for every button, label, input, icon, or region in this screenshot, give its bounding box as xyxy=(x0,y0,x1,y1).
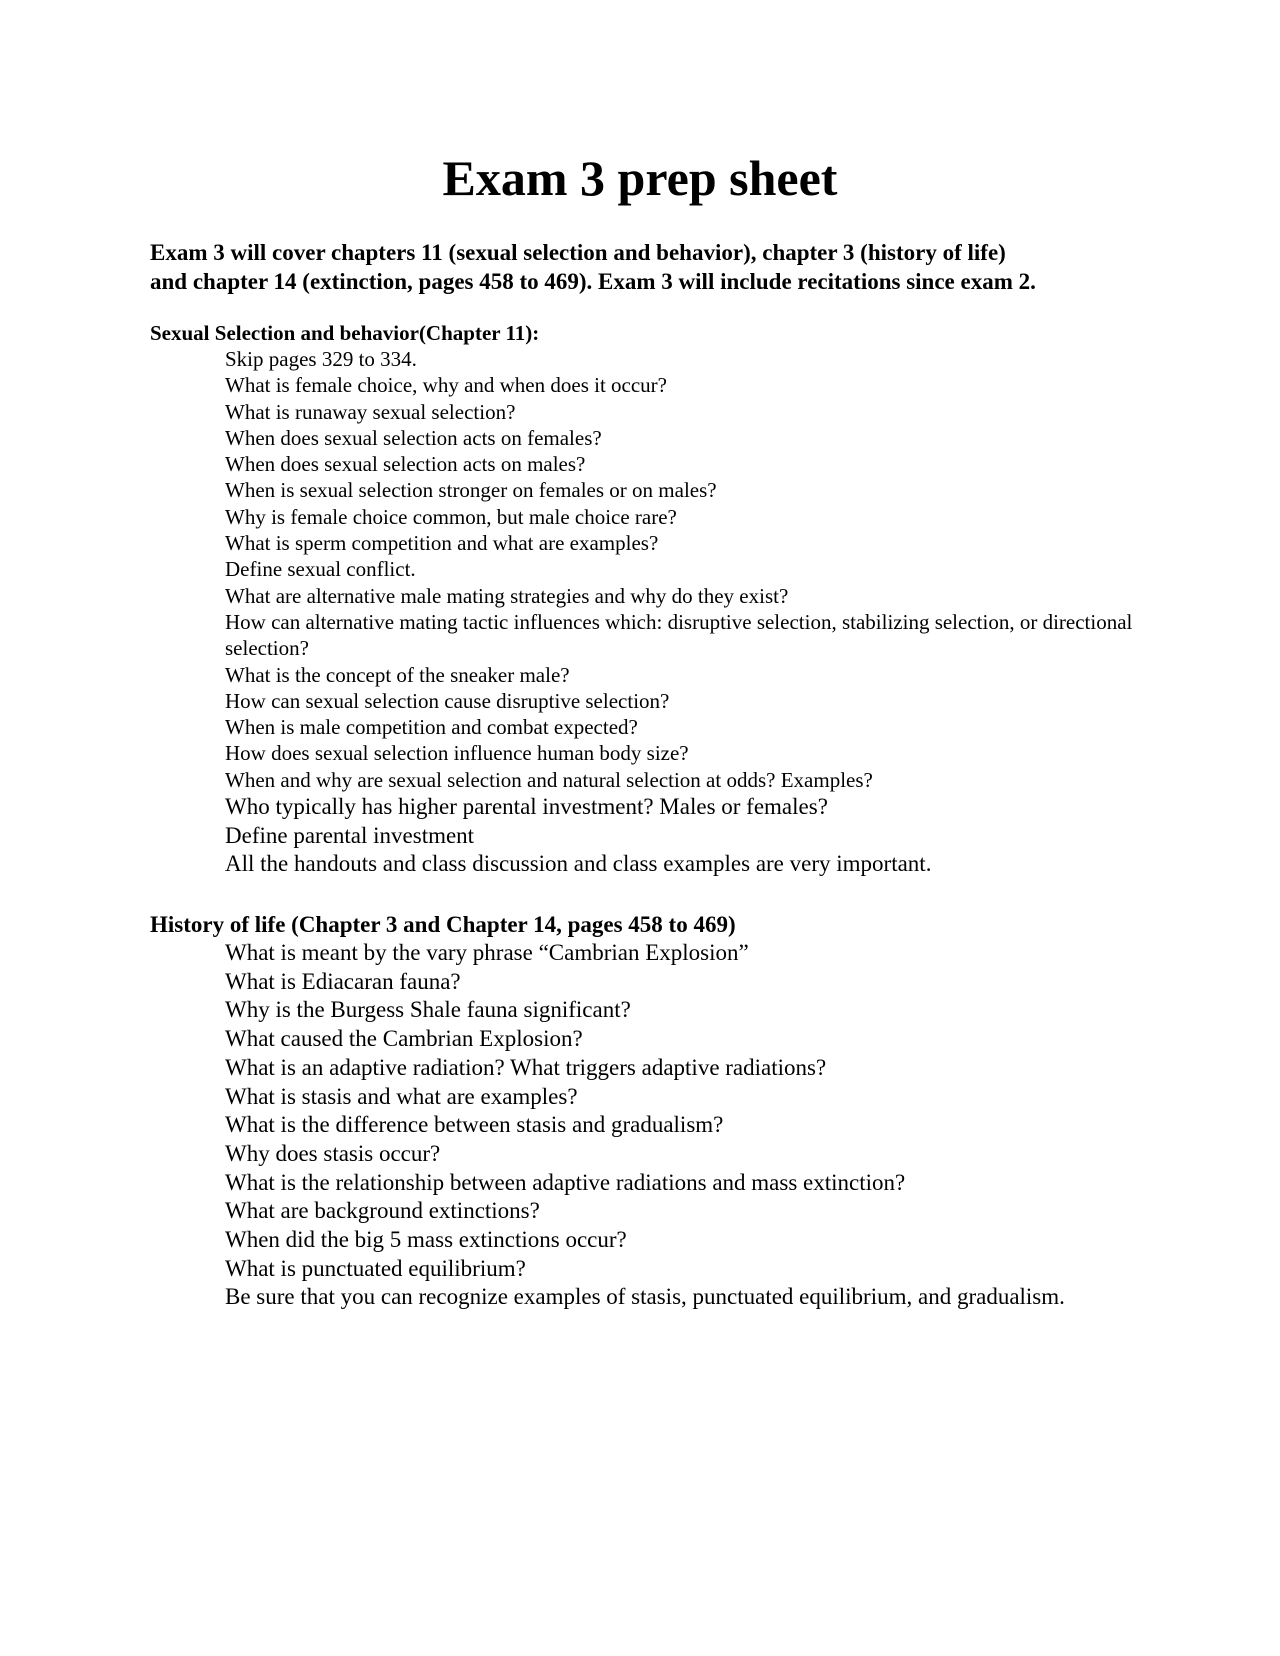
list-item: What is the relationship between adaptive radiations and mass extinction? xyxy=(225,1169,906,1195)
list-item: Be sure that you can recognize examples of stasis, punctuated equilibrium, and gradualism. xyxy=(225,1284,1065,1310)
section-heading: History of life (Chapter 3 and Chapter 14, pages 458 to 469) xyxy=(150,912,736,937)
section-sexual-selection xyxy=(150,320,1150,879)
list-item: When and why are sexual selection and natural selection at odds? Examples? xyxy=(225,767,873,792)
intro-line: Exam 3 will cover chapters 11 (sexual selection and behavior), chapter 3 (history of life) xyxy=(150,240,1006,265)
list-item: What is meant by the vary phrase “Cambrian Explosion” xyxy=(225,940,749,965)
question-list xyxy=(150,939,1150,1312)
intro-line: and chapter 14 (extinction, pages 458 to 469). Exam 3 will include recitations since exam 2. xyxy=(150,269,1036,294)
list-item: What are background extinctions? xyxy=(225,1198,540,1224)
list-item: How can sexual selection cause disruptive selection? xyxy=(225,688,670,713)
list-item: What is runaway sexual selection? xyxy=(225,399,516,424)
list-item: When does sexual selection acts on females? xyxy=(225,425,602,450)
list-item: When is sexual selection stronger on females or on males? xyxy=(225,478,717,503)
list-item: Define parental investment xyxy=(225,822,475,848)
list-item: What are alternative male mating strategies and why do they exist? xyxy=(225,583,789,608)
question-list xyxy=(150,346,1150,879)
list-item: When is male competition and combat expected? xyxy=(225,715,638,740)
list-item: What is an adaptive radiation? What triggers adaptive radiations? xyxy=(225,1054,827,1080)
page-title: Exam 3 prep sheet xyxy=(442,150,838,206)
section-heading: Sexual Selection and behavior(Chapter 11): xyxy=(150,321,540,345)
list-item: How can alternative mating tactic influences which: disruptive selection, stabilizing selection, or directional selection? xyxy=(225,609,1133,661)
list-item: Why does stasis occur? xyxy=(225,1140,441,1166)
list-item: Who typically has higher parental investment? Males or females? xyxy=(225,794,828,820)
section-history-of-life xyxy=(150,910,1150,1312)
list-item: What is the difference between stasis and gradualism? xyxy=(225,1112,724,1138)
list-item: When does sexual selection acts on males? xyxy=(225,452,586,477)
list-item: How does sexual selection influence human body size? xyxy=(225,741,689,766)
list-item: Why is the Burgess Shale fauna significant? xyxy=(225,997,631,1023)
list-item: What caused the Cambrian Explosion? xyxy=(225,1026,583,1052)
list-item: Why is female choice common, but male choice rare? xyxy=(225,504,677,529)
intro-paragraph xyxy=(150,238,1150,296)
list-item: What is female choice, why and when does it occur? xyxy=(225,373,667,398)
list-item: What is the concept of the sneaker male? xyxy=(225,662,570,687)
list-item: What is punctuated equilibrium? xyxy=(225,1255,526,1281)
list-item: What is stasis and what are examples? xyxy=(225,1083,578,1109)
list-item: Define sexual conflict. xyxy=(225,557,416,582)
list-item: All the handouts and class discussion and class examples are very important. xyxy=(225,851,932,877)
list-item: What is sperm competition and what are examples? xyxy=(225,531,659,556)
list-item: When did the big 5 mass extinctions occur? xyxy=(225,1227,627,1253)
list-item: Skip pages 329 to 334. xyxy=(225,347,417,371)
list-item: What is Ediacaran fauna? xyxy=(225,968,461,994)
